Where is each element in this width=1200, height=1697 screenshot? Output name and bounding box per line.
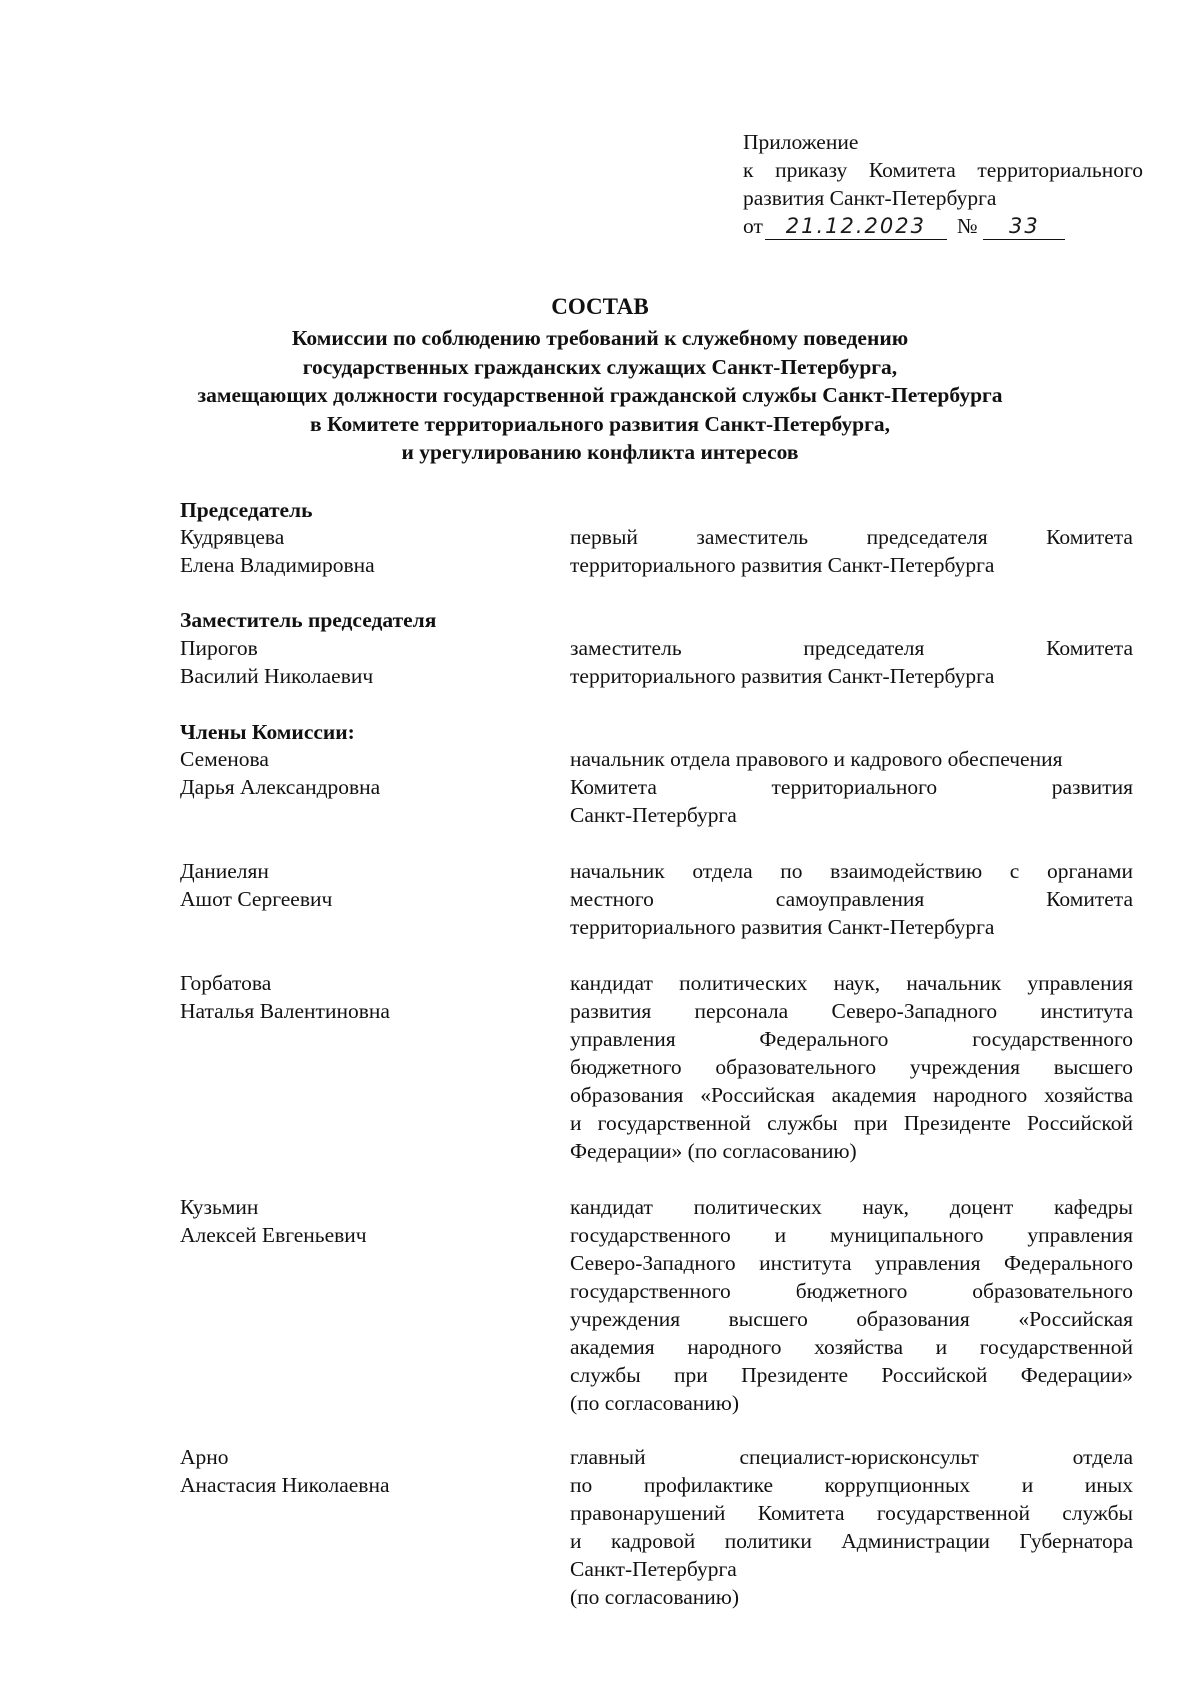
position-text: развития [1051, 775, 1133, 799]
position-line [570, 1221, 1133, 1249]
position-line [570, 1193, 1133, 1221]
position-line [570, 913, 1133, 941]
member-given-names: Дарья Александровна [180, 775, 381, 799]
position-text: академия [570, 1335, 655, 1359]
position-text: доцент [949, 1195, 1014, 1219]
position-text: учреждения [909, 1055, 1020, 1079]
document-title-block [140, 292, 1060, 467]
position-text: управления [1027, 971, 1133, 995]
position-text: Президенте [903, 1111, 1011, 1135]
position-text: образования [570, 1083, 684, 1107]
member-position [570, 745, 1133, 829]
position-text: Федерации» (по согласованию) [570, 1139, 857, 1163]
position-text: Губернатора [1019, 1529, 1133, 1553]
position-text: государственного [570, 1279, 731, 1303]
member-given-names: Наталья Валентиновна [180, 999, 390, 1023]
member-name [180, 523, 540, 579]
position-text: заместитель [696, 525, 809, 549]
position-text: хозяйства [1044, 1083, 1133, 1107]
section-members-heading: Члены Комиссии: [180, 720, 355, 744]
position-text: Федерального [759, 1027, 889, 1051]
position-text: народного [687, 1335, 782, 1359]
position-text: Российской [1027, 1111, 1133, 1135]
position-text: института [759, 1251, 852, 1275]
member-surname: Семенова [180, 747, 269, 771]
position-text: развития [570, 999, 652, 1023]
position-text: и [935, 1335, 948, 1359]
member-surname: Кузьмин [180, 1195, 259, 1219]
position-text: с [1009, 859, 1020, 883]
position-text: Администрации [841, 1529, 990, 1553]
position-line [570, 773, 1133, 801]
position-text: коррупционных [824, 1473, 971, 1497]
order-date-handwritten: 21.12.2023 [765, 213, 947, 240]
position-line [570, 1305, 1133, 1333]
position-line [570, 1025, 1133, 1053]
order-prefix: от [743, 214, 763, 238]
position-text: и [570, 1111, 582, 1135]
position-text: высшего [1053, 1055, 1133, 1079]
section-chair-heading: Председатель [180, 498, 313, 522]
position-text: народного [933, 1083, 1028, 1107]
position-line [570, 523, 1133, 551]
position-text: образования [856, 1307, 970, 1331]
position-text: правонарушений [570, 1501, 726, 1525]
position-text: персонала [694, 999, 789, 1023]
position-line [570, 1249, 1133, 1277]
position-text: государственной [979, 1335, 1133, 1359]
member-given-names: Ашот Сергеевич [180, 887, 333, 911]
section-deputy-heading: Заместитель председателя [180, 608, 437, 632]
member-surname: Пирогов [180, 636, 258, 660]
position-text: политических [693, 1195, 822, 1219]
position-line [570, 551, 1133, 579]
member-given-names: Алексей Евгеньевич [180, 1223, 367, 1247]
position-text: при [674, 1363, 708, 1387]
member-position [570, 634, 1133, 690]
position-line [570, 745, 1133, 773]
position-text: кандидат [570, 1195, 653, 1219]
position-text: высшего [728, 1307, 808, 1331]
position-text: государственной [597, 1111, 751, 1135]
position-text: управления [874, 1251, 981, 1275]
position-text: образовательного [972, 1279, 1133, 1303]
position-text: государственного [972, 1027, 1133, 1051]
position-line [570, 1389, 1133, 1417]
position-text: политики [724, 1529, 812, 1553]
position-text: Российской [881, 1363, 988, 1387]
position-text: взаимодействию [830, 859, 983, 883]
position-line [570, 885, 1133, 913]
position-text: начальник [570, 859, 665, 883]
position-text: территориального развития Санкт-Петербурга [570, 553, 995, 577]
member-position [570, 1193, 1133, 1417]
order-number-handwritten: 33 [983, 213, 1065, 240]
position-text: Комитета [757, 1501, 845, 1525]
appendix-line-1: Приложение [743, 130, 859, 154]
position-text: Северо-Западного [570, 1251, 736, 1275]
position-text: начальник [906, 971, 1002, 995]
position-text: наук, [833, 971, 881, 995]
position-text: по [570, 1473, 593, 1497]
position-text: службы [767, 1111, 838, 1135]
position-line [570, 1499, 1133, 1527]
position-line [570, 969, 1133, 997]
position-text: управления [1027, 1223, 1133, 1247]
position-line [570, 1053, 1133, 1081]
position-text: Санкт-Петербурга [570, 803, 737, 827]
member-position [570, 857, 1133, 941]
position-text: бюджетного [570, 1055, 682, 1079]
position-text: Президенте [741, 1363, 849, 1387]
position-line [570, 1471, 1133, 1499]
position-text: председателя [866, 525, 988, 549]
position-line [570, 857, 1133, 885]
member-given-names: Елена Владимировна [180, 553, 375, 577]
position-text: председателя [803, 636, 925, 660]
position-text: (по согласованию) [570, 1391, 740, 1415]
position-line [570, 634, 1133, 662]
position-text: хозяйства [814, 1335, 904, 1359]
position-text: кафедры [1053, 1195, 1133, 1219]
position-text: самоуправления [775, 887, 925, 911]
position-text: местного [570, 887, 654, 911]
position-text: и [570, 1529, 582, 1553]
appendix-line-3: развития Санкт-Петербурга [743, 186, 997, 210]
position-text: Северо-Западного [831, 999, 998, 1023]
position-text: бюджетного [795, 1279, 908, 1303]
position-text: Федерального [1003, 1251, 1133, 1275]
position-text: отдела [692, 859, 753, 883]
appendix-word: к [743, 158, 754, 182]
position-text: территориального развития Санкт-Петербурга [570, 664, 995, 688]
position-text: территориального [771, 775, 938, 799]
member-surname: Кудрявцева [180, 525, 285, 549]
member-name [180, 634, 540, 690]
position-text: Комитета [1046, 636, 1133, 660]
position-text: кандидат [570, 971, 653, 995]
position-text: муниципального [830, 1223, 984, 1247]
position-text: Федерации» [1020, 1363, 1133, 1387]
position-text: «Российская [1018, 1307, 1133, 1331]
position-text: образовательного [715, 1055, 877, 1079]
position-text: Комитета [570, 775, 657, 799]
position-text: политических [679, 971, 808, 995]
position-text: специалист-юрисконсульт [739, 1445, 979, 1469]
position-text: Комитета [1046, 887, 1133, 911]
position-line [570, 1277, 1133, 1305]
position-text: иных [1084, 1473, 1133, 1497]
member-surname: Горбатова [180, 971, 272, 995]
position-text: государственной [876, 1501, 1031, 1525]
position-text: профилактике [643, 1473, 774, 1497]
position-text: «Российская [700, 1083, 815, 1107]
position-text: главный [570, 1445, 646, 1469]
member-given-names: Анастасия Николаевна [180, 1473, 390, 1497]
member-name [180, 1443, 540, 1499]
member-surname: Арно [180, 1445, 229, 1469]
member-position [570, 523, 1133, 579]
position-text: органами [1046, 859, 1133, 883]
position-line [570, 662, 1133, 690]
position-text: службы [1062, 1501, 1133, 1525]
position-text: кадровой [610, 1529, 696, 1553]
number-sign: № [956, 214, 978, 238]
position-text: отдела [1072, 1445, 1133, 1469]
title-line: и урегулированию конфликта интересов [401, 440, 799, 464]
position-line [570, 1137, 1133, 1165]
position-line [570, 801, 1133, 829]
member-position [570, 969, 1133, 1165]
position-line [570, 1081, 1133, 1109]
position-text: наук, [862, 1195, 910, 1219]
appendix-word: Комитета [868, 158, 956, 182]
position-line [570, 1583, 1133, 1611]
position-text: Санкт-Петербурга [570, 1557, 737, 1581]
position-line [570, 1333, 1133, 1361]
member-name [180, 1193, 540, 1249]
position-text: управления [570, 1027, 676, 1051]
position-text: института [1040, 999, 1133, 1023]
position-text: начальник отдела правового и кадрового обеспечения [570, 747, 1063, 771]
position-text: территориального развития Санкт-Петербурга [570, 915, 995, 939]
title-line: Комиссии по соблюдению требований к служебному поведению [291, 326, 909, 350]
position-line [570, 1109, 1133, 1137]
member-given-names: Василий Николаевич [180, 664, 374, 688]
position-text: государственного [570, 1223, 731, 1247]
position-text: академия [831, 1083, 917, 1107]
position-text: при [853, 1111, 888, 1135]
position-text: учреждения [570, 1307, 681, 1331]
position-text: (по согласованию) [570, 1585, 740, 1609]
member-name [180, 857, 540, 913]
order-reference [743, 212, 1143, 240]
title-line: в Комитете территориального развития Санкт-Петербурга, [309, 411, 891, 436]
document-heading: СОСТАВ [551, 294, 649, 319]
position-line [570, 997, 1133, 1025]
appendix-word: территориального [977, 158, 1143, 182]
position-text: первый [570, 525, 638, 549]
title-line: государственных гражданских служащих Санкт-Петербурга, [302, 354, 898, 379]
position-line [570, 1555, 1133, 1583]
position-text: заместитель [570, 636, 682, 660]
position-line [570, 1361, 1133, 1389]
title-line: замещающих должности государственной гражданской службы Санкт-Петербурга [197, 383, 1003, 407]
appendix-line-2 [743, 156, 1143, 184]
position-text: и [1021, 1473, 1034, 1497]
member-position [570, 1443, 1133, 1611]
position-text: службы [570, 1363, 641, 1387]
position-text: и [774, 1223, 787, 1247]
appendix-word: приказу [775, 158, 848, 182]
appendix-block [743, 128, 1143, 240]
member-name [180, 969, 540, 1025]
position-line [570, 1527, 1133, 1555]
position-line [570, 1443, 1133, 1471]
position-text: Комитета [1046, 525, 1133, 549]
member-surname: Даниелян [180, 859, 269, 883]
member-name [180, 745, 540, 801]
position-text: по [780, 859, 803, 883]
